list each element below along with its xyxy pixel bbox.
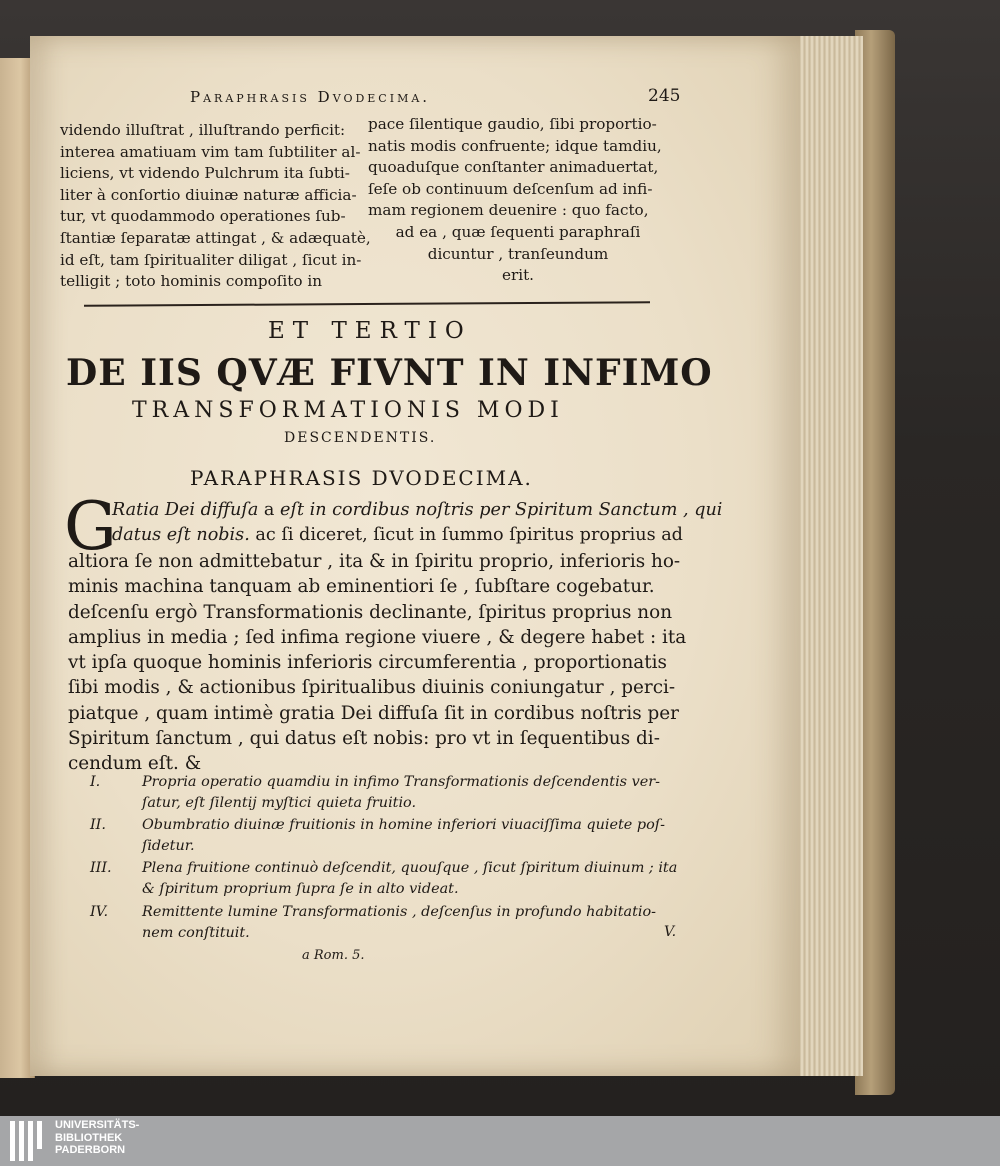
title-transformationis: TRANSFORMATIONIS MODI bbox=[132, 398, 564, 423]
library-line: UNIVERSITÄTS- bbox=[55, 1119, 140, 1131]
list-text: Obumbratio diuinæ fruitionis in homine inferiori viuaciſſima quiete poſ- bbox=[142, 817, 665, 833]
text-line: telligit ; toto hominis compoſito in bbox=[60, 272, 322, 291]
text-line: minis machina tanquam ab eminentiori ſe , ſubſtare cogebatur. bbox=[68, 576, 655, 598]
text-line: vt ipſa quoque hominis inferioris circumferentia , proportionatis bbox=[68, 652, 667, 674]
text-line: natis modis confruente; idque tamdiu, bbox=[368, 136, 662, 155]
text-line: ſtantiæ ſeparatæ attingat , & adæquatè, bbox=[60, 228, 371, 247]
text-line bbox=[112, 523, 722, 548]
logo-bar bbox=[37, 1121, 42, 1149]
body-paragraph bbox=[68, 549, 686, 777]
page-number: 245 bbox=[648, 86, 681, 106]
text-line: Spiritum ſanctum , qui datus eſt nobis: pro vt in ſequentibus di- bbox=[68, 728, 660, 750]
footnote: a Rom. 5. bbox=[302, 948, 365, 963]
list-line bbox=[90, 772, 660, 793]
italic-quote: Ratia Dei diffuſa bbox=[112, 500, 259, 520]
italic-quote: datus eſt nobis. bbox=[112, 525, 250, 546]
text-line: interea amatiuam vim tam ſubtiliter al- bbox=[60, 142, 361, 161]
title-descendentis: DESCENDENTIS. bbox=[284, 430, 437, 446]
logo-bar bbox=[10, 1121, 15, 1161]
list-text-cont: ſatur, eſt ſilentij myſtici quieta fruitio. bbox=[142, 794, 417, 811]
library-name bbox=[55, 1119, 139, 1157]
section-heading: PARAPHRASIS DVODECIMA. bbox=[190, 466, 533, 490]
list-item bbox=[90, 815, 665, 856]
list-line bbox=[90, 858, 677, 879]
logo-bar bbox=[19, 1121, 24, 1161]
text-line: amplius in media ; ſed infima regione viuere , & degere habet : ita bbox=[68, 626, 687, 648]
text-line: ſibi modis , & actionibus ſpiritualibus diuinis coniungatur , perci- bbox=[68, 677, 676, 699]
library-line: BIBLIOTHEK bbox=[55, 1131, 123, 1144]
list-line bbox=[90, 902, 656, 923]
text-line-centered: ad ea , quæ ſequenti paraphraſi bbox=[395, 222, 641, 241]
list-text-cont: & ſpiritum proprium ſupra ſe in alto videat. bbox=[142, 880, 459, 897]
page-stack-edge bbox=[790, 36, 863, 1076]
list-text: Remittente lumine Transformationis , deſcenſus in profundo habitatio- bbox=[142, 904, 657, 920]
text-line: liciens, vt videndo Pulchrum ita ſubti- bbox=[60, 164, 350, 183]
library-footer-bar bbox=[0, 1116, 1000, 1166]
library-logo-icon bbox=[10, 1121, 50, 1161]
top-left-column bbox=[60, 120, 371, 293]
text-line: tur, vt quodammodo operationes ſub- bbox=[60, 207, 346, 226]
logo-bar bbox=[28, 1121, 33, 1161]
text-line-centered: erit. bbox=[501, 266, 535, 285]
list-number: IV. bbox=[90, 904, 109, 920]
list-text: Plena fruitione continuò deſcendit, quouſque , ſicut ſpiritum diuinum ; ita bbox=[142, 860, 678, 876]
text-line: mam regionem deuenire : quo facto, bbox=[368, 201, 649, 220]
drop-cap: G bbox=[64, 488, 117, 565]
text-line: videndo illuſtrat , illuſtrando perficit: bbox=[60, 121, 346, 139]
title-main: DE IIS QVÆ FIVNT IN INFIMO bbox=[66, 352, 713, 394]
catchword: V. bbox=[664, 924, 677, 940]
text-line: cendum eſt. & bbox=[68, 753, 202, 775]
text-line: ſeſe ob continuum deſcenſum ad infi- bbox=[368, 179, 653, 198]
list-item bbox=[90, 858, 677, 899]
library-line: PADERBORN bbox=[55, 1144, 126, 1156]
text-line-centered: dicuntur , tranſeundum bbox=[427, 244, 609, 263]
list-text: Propria operatio quamdiu in infimo Transformationis deſcendentis ver- bbox=[142, 774, 661, 790]
first-lines bbox=[112, 498, 722, 549]
list-text-cont: ſidetur. bbox=[142, 837, 195, 854]
list-item bbox=[90, 902, 656, 943]
running-head: Paraphrasis Dvodecima. bbox=[190, 88, 431, 106]
text-line: pace ſilentique gaudio, ſibi proportio- bbox=[368, 115, 657, 133]
text-line: quoaduſque conſtanter animaduertat, bbox=[368, 158, 659, 177]
italic-quote: eſt in cordibus noſtris per Spiritum Sanctum , qui bbox=[280, 500, 723, 520]
list-line bbox=[90, 815, 665, 836]
list-text-cont: nem conſtituit. bbox=[142, 924, 250, 941]
list-number: I. bbox=[90, 774, 101, 790]
list-item bbox=[90, 772, 660, 813]
text-line: altiora ſe non admittebatur , ita & in ſpiritu proprio, inferioris ho- bbox=[68, 551, 681, 572]
text-line: piatque , quam intimè gratia Dei diffuſa ſit in cordibus noſtris per bbox=[68, 702, 679, 724]
list-number: II. bbox=[90, 817, 106, 833]
text-line: deſcenſu ergò Transformationis declinante, ſpiritus proprius non bbox=[68, 601, 673, 623]
text-line: id eſt, tam ſpiritualiter diligat , ſicut in- bbox=[60, 250, 362, 269]
title-et-tertio: ET TERTIO bbox=[268, 318, 472, 344]
text-run: ac ſi diceret, ſicut in ſummo ſpiritus proprius ad bbox=[249, 525, 683, 546]
top-right-column bbox=[368, 114, 668, 287]
list-number: III. bbox=[90, 860, 112, 876]
text-line: liter à conſortio diuinæ naturæ afficia- bbox=[60, 185, 357, 204]
footnote-marker: a bbox=[258, 500, 281, 520]
text-line bbox=[112, 498, 722, 523]
